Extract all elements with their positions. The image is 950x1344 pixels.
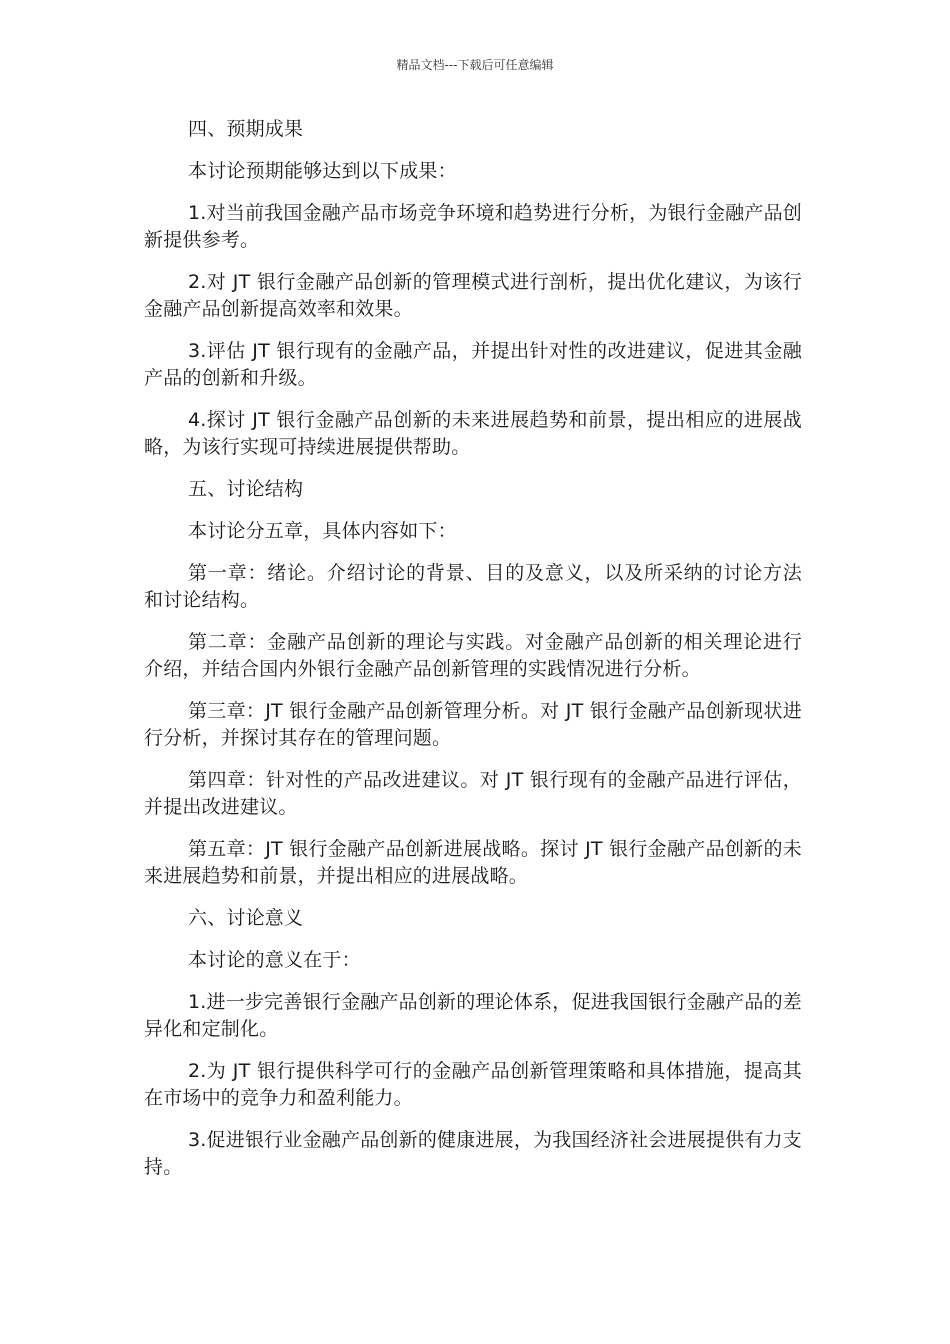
section-heading-expected-results: 四、预期成果	[188, 118, 304, 140]
list-item: 2.为 JT 银行提供科学可行的金融产品创新管理策略和具体措施，提高其在市场中的竞争力和盈利能力。	[144, 1060, 802, 1109]
list-item: 1.对当前我国金融产品市场竞争环境和趋势进行分析，为银行金融产品创新提供参考。	[144, 202, 802, 251]
paragraph: 本讨论的意义在于：	[188, 949, 361, 971]
paragraph: 本讨论预期能够达到以下成果：	[188, 160, 457, 182]
chapter-item: 第四章：针对性的产品改进建议。对 JT 银行现有的金融产品进行评估，并提出改进建议。	[144, 769, 802, 818]
list-item: 4.探讨 JT 银行金融产品创新的未来进展趋势和前景，提出相应的进展战略，为该行实现可持续进展提供帮助。	[144, 409, 802, 458]
document-body	[144, 116, 802, 1196]
list-item: 3.促进银行业金融产品创新的健康进展，为我国经济社会进展提供有力支持。	[144, 1129, 802, 1178]
list-item: 2.对 JT 银行金融产品创新的管理模式进行剖析，提出优化建议，为该行金融产品创新提高效率和效果。	[144, 271, 802, 320]
list-item: 3.评估 JT 银行现有的金融产品，并提出针对性的改进建议，促进其金融产品的创新和升级。	[144, 340, 802, 389]
section-heading-research-significance: 六、讨论意义	[188, 907, 304, 929]
chapter-item: 第一章：绪论。介绍讨论的背景、目的及意义，以及所采纳的讨论方法和讨论结构。	[144, 562, 802, 611]
paragraph: 本讨论分五章，具体内容如下：	[188, 520, 457, 542]
page-header: 精品文档---下载后可任意编辑	[396, 58, 554, 72]
chapter-item: 第二章：金融产品创新的理论与实践。对金融产品创新的相关理论进行介绍，并结合国内外银行金融产品创新管理的实践情况进行分析。	[144, 631, 802, 680]
list-item: 1.进一步完善银行金融产品创新的理论体系，促进我国银行金融产品的差异化和定制化。	[144, 991, 802, 1040]
chapter-item: 第三章：JT 银行金融产品创新管理分析。对 JT 银行金融产品创新现状进行分析，并探讨其存在的管理问题。	[144, 700, 802, 749]
section-heading-research-structure: 五、讨论结构	[188, 478, 304, 500]
chapter-item: 第五章：JT 银行金融产品创新进展战略。探讨 JT 银行金融产品创新的未来进展趋势和前景，并提出相应的进展战略。	[144, 838, 802, 887]
